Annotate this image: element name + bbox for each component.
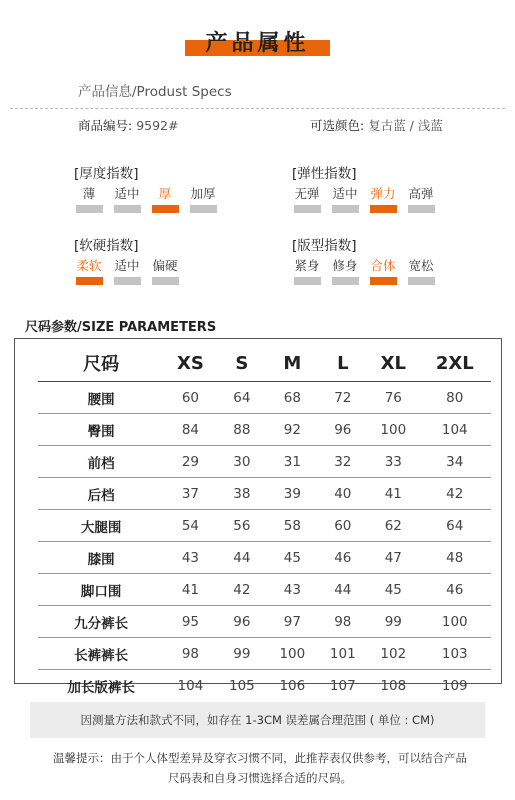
elasticity-index xyxy=(292,162,434,201)
tip-line-2: 尺码表和自身习惯选择合适的尺码。 xyxy=(168,771,352,785)
measure-value: 84 xyxy=(164,414,216,446)
size-header-cell: M xyxy=(267,345,317,382)
measure-value: 32 xyxy=(318,446,368,478)
measure-value: 46 xyxy=(318,542,368,574)
measure-value: 64 xyxy=(419,510,491,542)
table-row xyxy=(38,670,491,702)
measure-value: 105 xyxy=(228,677,255,694)
measure-value: 62 xyxy=(368,510,418,542)
product-code xyxy=(78,116,179,134)
thickness-option-label: 薄 xyxy=(82,186,96,201)
fit-option-bar-selected xyxy=(370,277,397,285)
colors-label: 可选颜色: xyxy=(310,118,365,133)
measure-value: 37 xyxy=(164,478,216,510)
page-title: 产品属性 xyxy=(205,31,310,56)
size-header-cell: XS xyxy=(164,345,216,382)
size-header-cell: XL xyxy=(368,345,418,382)
measure-name: 前档 xyxy=(38,446,164,478)
fit-option-label: 宽松 xyxy=(408,258,434,273)
measure-value: 44 xyxy=(217,542,267,574)
measure-value: 42 xyxy=(217,574,267,606)
measure-name: 脚口围 xyxy=(38,574,164,606)
measure-name: 加长版裤长 xyxy=(67,679,135,696)
measure-name: 膝围 xyxy=(38,542,164,574)
measure-value: 54 xyxy=(164,510,216,542)
softness-index xyxy=(74,234,178,273)
measurement-note: 因测量方法和款式不同，如存在 1-3CM 误差属合理范围 ( 单位 : CM) xyxy=(30,702,485,738)
measure-value: 39 xyxy=(267,478,317,510)
measure-value: 38 xyxy=(217,478,267,510)
measure-value: 41 xyxy=(368,478,418,510)
elasticity-title: [弹性指数] xyxy=(292,166,357,182)
table-row xyxy=(38,574,491,606)
measure-value: 60 xyxy=(164,382,216,414)
measure-value: 45 xyxy=(267,542,317,574)
fit-title: [版型指数] xyxy=(292,238,357,254)
fit-option-bar xyxy=(294,277,321,285)
measure-value: 98 xyxy=(318,606,368,638)
elasticity-option-bar-selected xyxy=(370,205,397,213)
softness-option-bar xyxy=(114,277,141,285)
thickness-option-label: 适中 xyxy=(114,186,140,201)
measure-value: 44 xyxy=(318,574,368,606)
measure-name: 长裤裤长 xyxy=(38,638,164,670)
size-table xyxy=(38,345,491,701)
measure-value: 48 xyxy=(419,542,491,574)
fit-option-bar xyxy=(408,277,435,285)
thickness-option-bar xyxy=(190,205,217,213)
table-row xyxy=(38,446,491,478)
measure-value: 97 xyxy=(267,606,317,638)
elasticity-option-label: 适中 xyxy=(332,186,358,201)
table-row xyxy=(38,638,491,670)
measure-value: 47 xyxy=(368,542,418,574)
thickness-option-bar-selected xyxy=(152,205,179,213)
softness-title: [软硬指数] xyxy=(74,238,139,254)
table-row xyxy=(38,606,491,638)
available-colors xyxy=(310,116,443,134)
measure-value: 100 xyxy=(368,414,418,446)
measure-value: 46 xyxy=(419,574,491,606)
measure-name: 后档 xyxy=(38,478,164,510)
product-code-value: 9592# xyxy=(136,118,179,133)
measure-value: 107 xyxy=(329,677,356,694)
measure-value: 72 xyxy=(318,382,368,414)
thickness-option-label: 厚 xyxy=(158,186,172,201)
table-row xyxy=(38,542,491,574)
fit-index xyxy=(292,234,434,273)
measure-name: 九分裤长 xyxy=(38,606,164,638)
measure-value: 100 xyxy=(267,638,317,670)
fit-option-label: 合体 xyxy=(370,258,396,273)
measure-value: 96 xyxy=(217,606,267,638)
measure-value: 68 xyxy=(267,382,317,414)
measure-value: 80 xyxy=(419,382,491,414)
measure-value: 106 xyxy=(279,677,306,694)
softness-option-bar-selected xyxy=(76,277,103,285)
measure-value: 76 xyxy=(368,382,418,414)
measure-value: 29 xyxy=(164,446,216,478)
measure-value: 31 xyxy=(267,446,317,478)
elasticity-option-bar xyxy=(294,205,321,213)
measure-value: 58 xyxy=(267,510,317,542)
measure-value: 104 xyxy=(419,414,491,446)
thickness-index xyxy=(74,162,216,201)
softness-option-bar xyxy=(152,277,179,285)
measure-value: 41 xyxy=(164,574,216,606)
measure-value: 42 xyxy=(419,478,491,510)
size-heading: 尺码参数/SIZE PARAMETERS xyxy=(25,320,217,335)
measure-value: 88 xyxy=(217,414,267,446)
measure-value: 33 xyxy=(368,446,418,478)
softness-option-label: 柔软 xyxy=(76,258,102,273)
elasticity-option-label: 无弹 xyxy=(294,186,320,201)
table-row xyxy=(38,510,491,542)
measure-value: 101 xyxy=(318,638,368,670)
size-header-cell: 2XL xyxy=(419,345,491,382)
fit-option-label: 紧身 xyxy=(294,258,320,273)
measure-value: 98 xyxy=(164,638,216,670)
measure-value: 60 xyxy=(318,510,368,542)
elasticity-option-bar xyxy=(408,205,435,213)
specs-heading: 产品信息/Produst Specs xyxy=(78,84,232,100)
measure-value: 108 xyxy=(380,677,407,694)
measure-value: 30 xyxy=(217,446,267,478)
measure-name: 大腿围 xyxy=(38,510,164,542)
measure-name: 臀围 xyxy=(38,414,164,446)
measure-value: 104 xyxy=(177,677,204,694)
fit-option-bar xyxy=(332,277,359,285)
table-row xyxy=(38,382,491,414)
softness-option-label: 适中 xyxy=(114,258,140,273)
measure-value: 102 xyxy=(368,638,418,670)
elasticity-option-bar xyxy=(332,205,359,213)
measure-value: 100 xyxy=(419,606,491,638)
measure-value: 40 xyxy=(318,478,368,510)
size-header-cell: L xyxy=(318,345,368,382)
product-code-label: 商品编号: xyxy=(78,118,133,133)
measure-value: 95 xyxy=(164,606,216,638)
measure-value: 64 xyxy=(217,382,267,414)
size-table-header xyxy=(38,345,491,382)
thickness-option-bar xyxy=(114,205,141,213)
tip-text xyxy=(40,748,480,788)
measure-value: 92 xyxy=(267,414,317,446)
thickness-title: [厚度指数] xyxy=(74,166,139,182)
table-row xyxy=(38,414,491,446)
thickness-option-label: 加厚 xyxy=(190,186,216,201)
measure-value: 99 xyxy=(217,638,267,670)
table-row xyxy=(38,478,491,510)
tip-line-1: 温馨提示：由于个人体型差异及穿衣习惯不同，此推荐表仅供参考，可以结合产品 xyxy=(53,751,467,765)
measure-value: 99 xyxy=(368,606,418,638)
measure-value: 103 xyxy=(419,638,491,670)
dashed-divider xyxy=(10,108,505,109)
colors-value: 复古蓝 / 浅蓝 xyxy=(368,118,443,133)
measure-value: 34 xyxy=(419,446,491,478)
softness-option-label: 偏硬 xyxy=(152,258,178,273)
size-header-cell: S xyxy=(217,345,267,382)
thickness-option-bar xyxy=(76,205,103,213)
measure-value: 96 xyxy=(318,414,368,446)
fit-option-label: 修身 xyxy=(332,258,358,273)
elasticity-option-label: 高弹 xyxy=(408,186,434,201)
measure-value: 109 xyxy=(441,677,468,694)
measure-name: 腰围 xyxy=(38,382,164,414)
size-header-label: 尺码 xyxy=(38,345,164,382)
measure-value: 43 xyxy=(164,542,216,574)
measure-value: 45 xyxy=(368,574,418,606)
elasticity-option-label: 弹力 xyxy=(370,186,396,201)
measure-value: 43 xyxy=(267,574,317,606)
measure-value: 56 xyxy=(217,510,267,542)
